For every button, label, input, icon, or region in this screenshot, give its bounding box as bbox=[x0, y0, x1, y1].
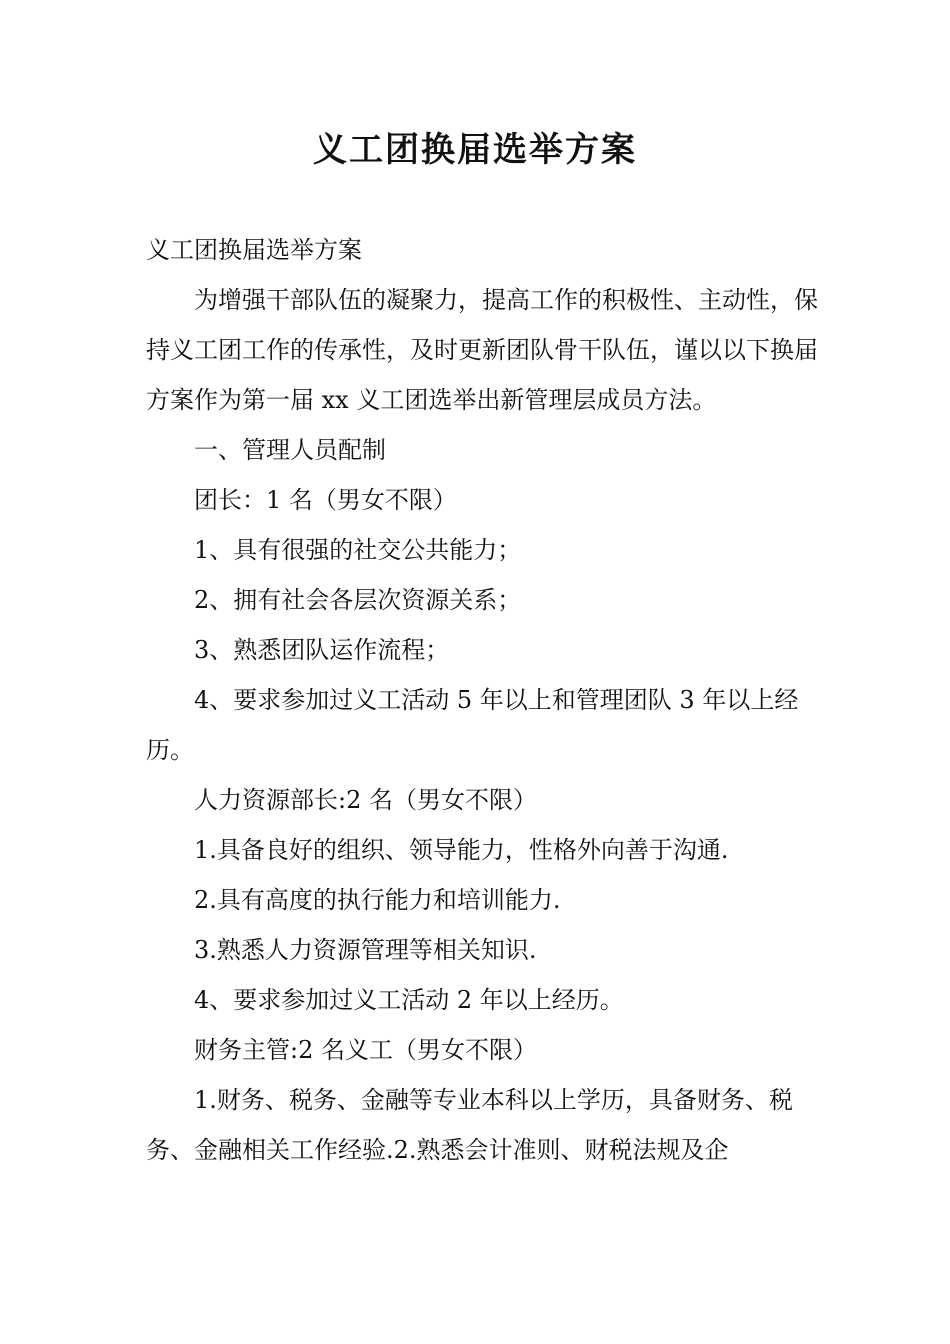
paragraph: 义工团换届选举方案 bbox=[146, 236, 362, 264]
list-item: 4、要求参加过义工活动 5 年以上和管理团队 3 年以上经历。 bbox=[146, 686, 799, 764]
document-body bbox=[146, 225, 826, 1175]
list-item: 3.熟悉人力资源管理等相关知识. bbox=[194, 936, 537, 964]
role-heading: 财务主管:2 名义工（男女不限） bbox=[194, 1036, 537, 1064]
list-item: 1.具备良好的组织、领导能力，性格外向善于沟通. bbox=[194, 836, 729, 864]
section-heading: 一、管理人员配制 bbox=[194, 436, 386, 464]
list-item: 3、熟悉团队运作流程； bbox=[194, 636, 450, 664]
document-title: 义工团换届选举方案 bbox=[313, 130, 637, 170]
role-heading: 人力资源部长:2 名（男女不限） bbox=[194, 786, 537, 814]
list-item: 2、拥有社会各层次资源关系； bbox=[194, 586, 522, 614]
list-item: 1、具有很强的社交公共能力； bbox=[194, 536, 522, 564]
list-item: 1.财务、税务、金融等专业本科以上学历，具备财务、税务、金融相关工作经验.2.熟悉会计准则、财税法规及企 bbox=[146, 1086, 793, 1164]
list-item: 4、要求参加过义工活动 2 年以上经历。 bbox=[194, 986, 624, 1014]
role-heading: 团长：1 名（男女不限） bbox=[194, 486, 457, 514]
paragraph: 为增强干部队伍的凝聚力，提高工作的积极性、主动性，保持义工团工作的传承性，及时更新团队骨干队伍，谨以以下换届方案作为第一届 xx 义工团选举出新管理层成员方法。 bbox=[146, 286, 818, 414]
list-item: 2.具有高度的执行能力和培训能力. bbox=[194, 886, 561, 914]
